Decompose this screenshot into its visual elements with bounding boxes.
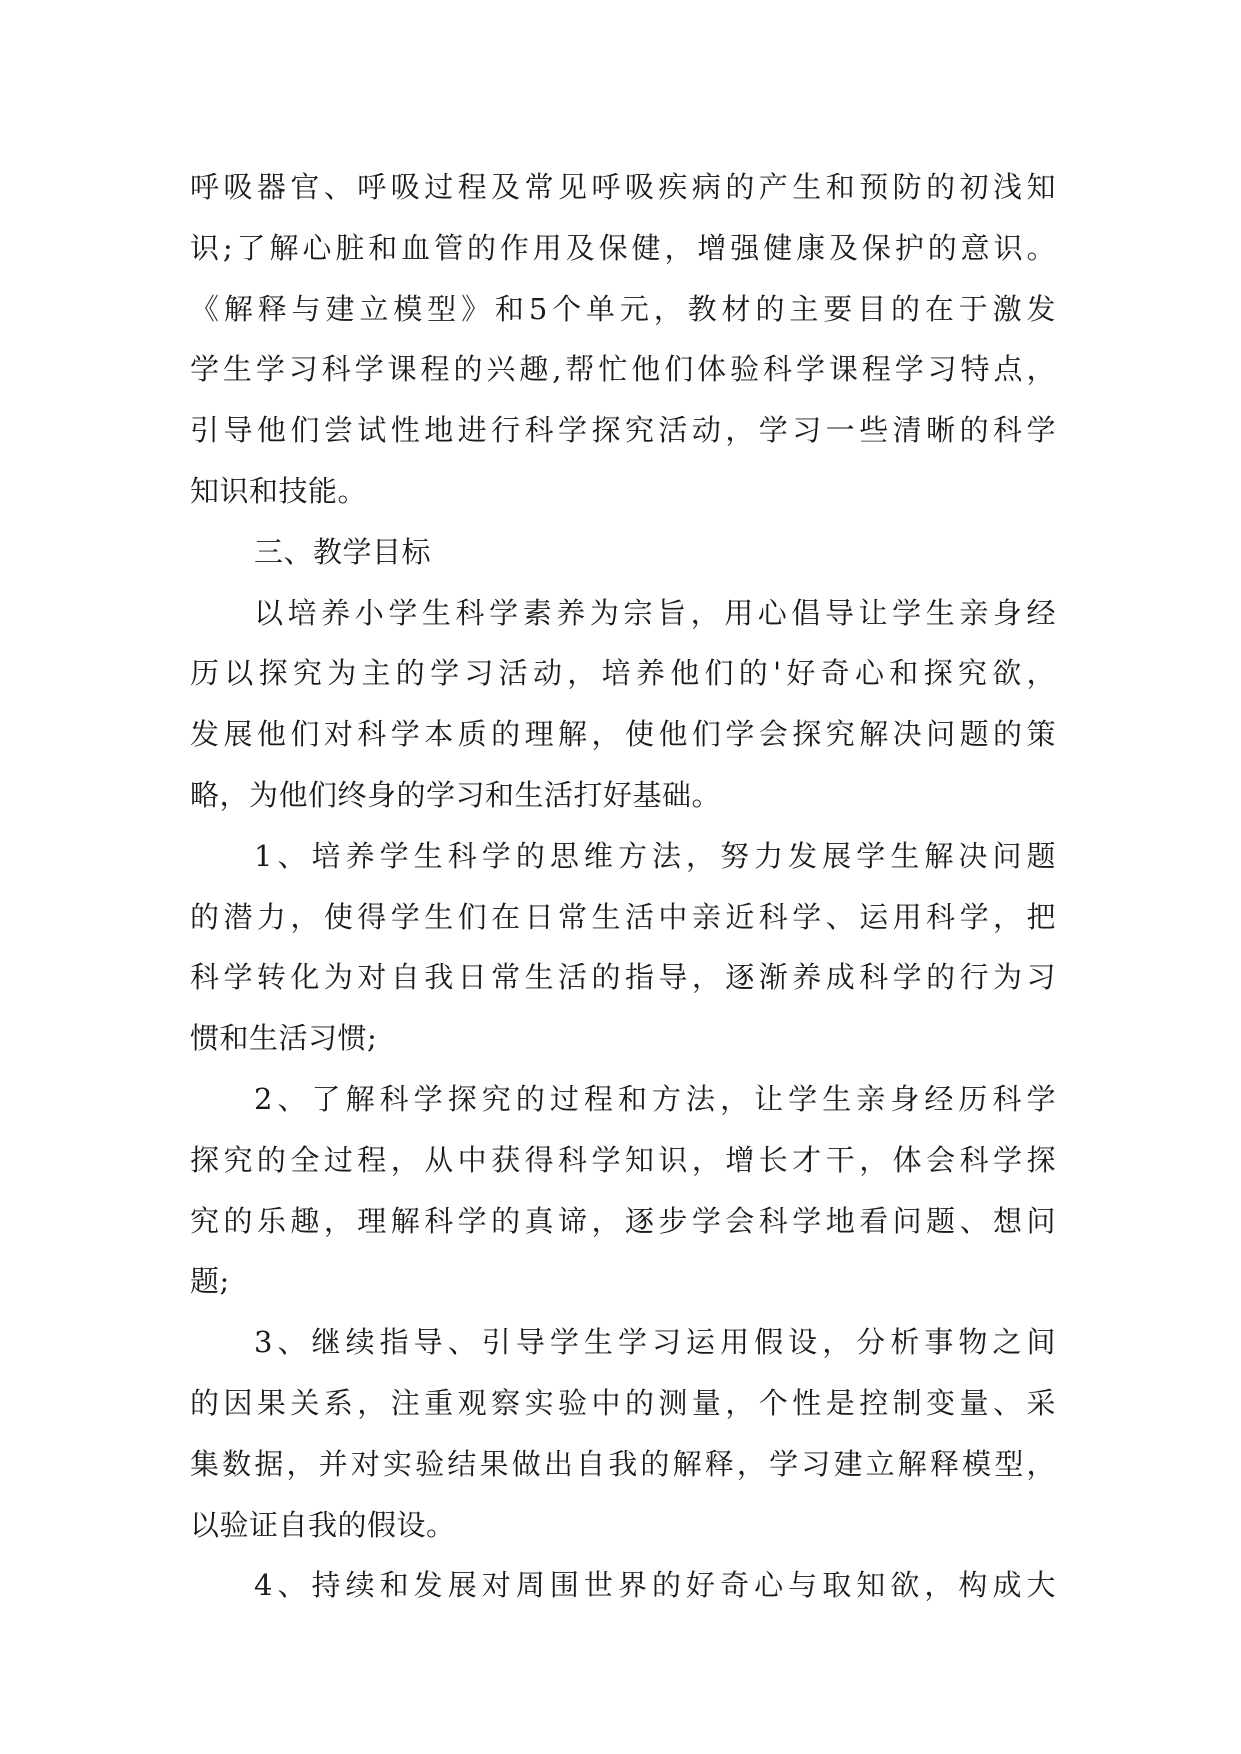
text-line: 知识和技能。 (190, 473, 368, 508)
list-item-4: 4、持续和发展对周围世界的好奇心与取知欲，构成大 (254, 1568, 1056, 1603)
text-line: 惯和生活习惯; (190, 1021, 378, 1056)
text-line: 呼吸器官、呼吸过程及常见呼吸疾病的产生和预防的初浅知 (190, 170, 1056, 204)
document-body (190, 157, 1056, 1616)
text-line: 集数据，并对实验结果做出自我的解释，学习建立解释模型， (190, 1446, 1056, 1481)
text-line: 探究的全过程，从中获得科学知识，增长才干，体会科学探 (190, 1142, 1056, 1177)
text-line: 以验证自我的假设。 (190, 1507, 456, 1542)
text-line: 学生学习科学课程的兴趣,帮忙他们体验科学课程学习特点， (190, 352, 1056, 387)
text-line: 引导他们尝试性地进行科学探究活动，学习一些清晰的科学 (190, 413, 1056, 448)
text-line: 略，为他们终身的学习和生活打好基础。 (190, 777, 722, 812)
text-line: 发展他们对科学本质的理解，使他们学会探究解决问题的策 (190, 717, 1056, 752)
text-line: 以培养小学生科学素养为宗旨，用心倡导让学生亲身经 (254, 595, 1056, 630)
text-line: 历以探究为主的学习活动，培养他们的'好奇心和探究欲， (190, 656, 1056, 691)
text-line: 科学转化为对自我日常生活的指导，逐渐养成科学的行为习 (190, 960, 1056, 995)
list-item-2: 2、了解科学探究的过程和方法，让学生亲身经历科学 (254, 1081, 1056, 1116)
text-line: 究的乐趣，理解科学的真谛，逐步学会科学地看问题、想问 (190, 1203, 1056, 1238)
text-line: 识;了解心脏和血管的作用及保健，增强健康及保护的意识。 (190, 230, 1056, 265)
text-line: 的因果关系，注重观察实验中的测量，个性是控制变量、采 (190, 1385, 1056, 1420)
section-heading: 三、教学目标 (254, 534, 432, 569)
text-line: 题; (190, 1264, 230, 1299)
list-item-1: 1、培养学生科学的思维方法，努力发展学生解决问题 (254, 838, 1056, 873)
text-line: 的潜力，使得学生们在日常生活中亲近科学、运用科学，把 (190, 899, 1056, 934)
list-item-3: 3、继续指导、引导学生学习运用假设，分析事物之间 (254, 1325, 1056, 1360)
text-line: 《解释与建立模型》和5个单元，教材的主要目的在于激发 (190, 291, 1056, 326)
